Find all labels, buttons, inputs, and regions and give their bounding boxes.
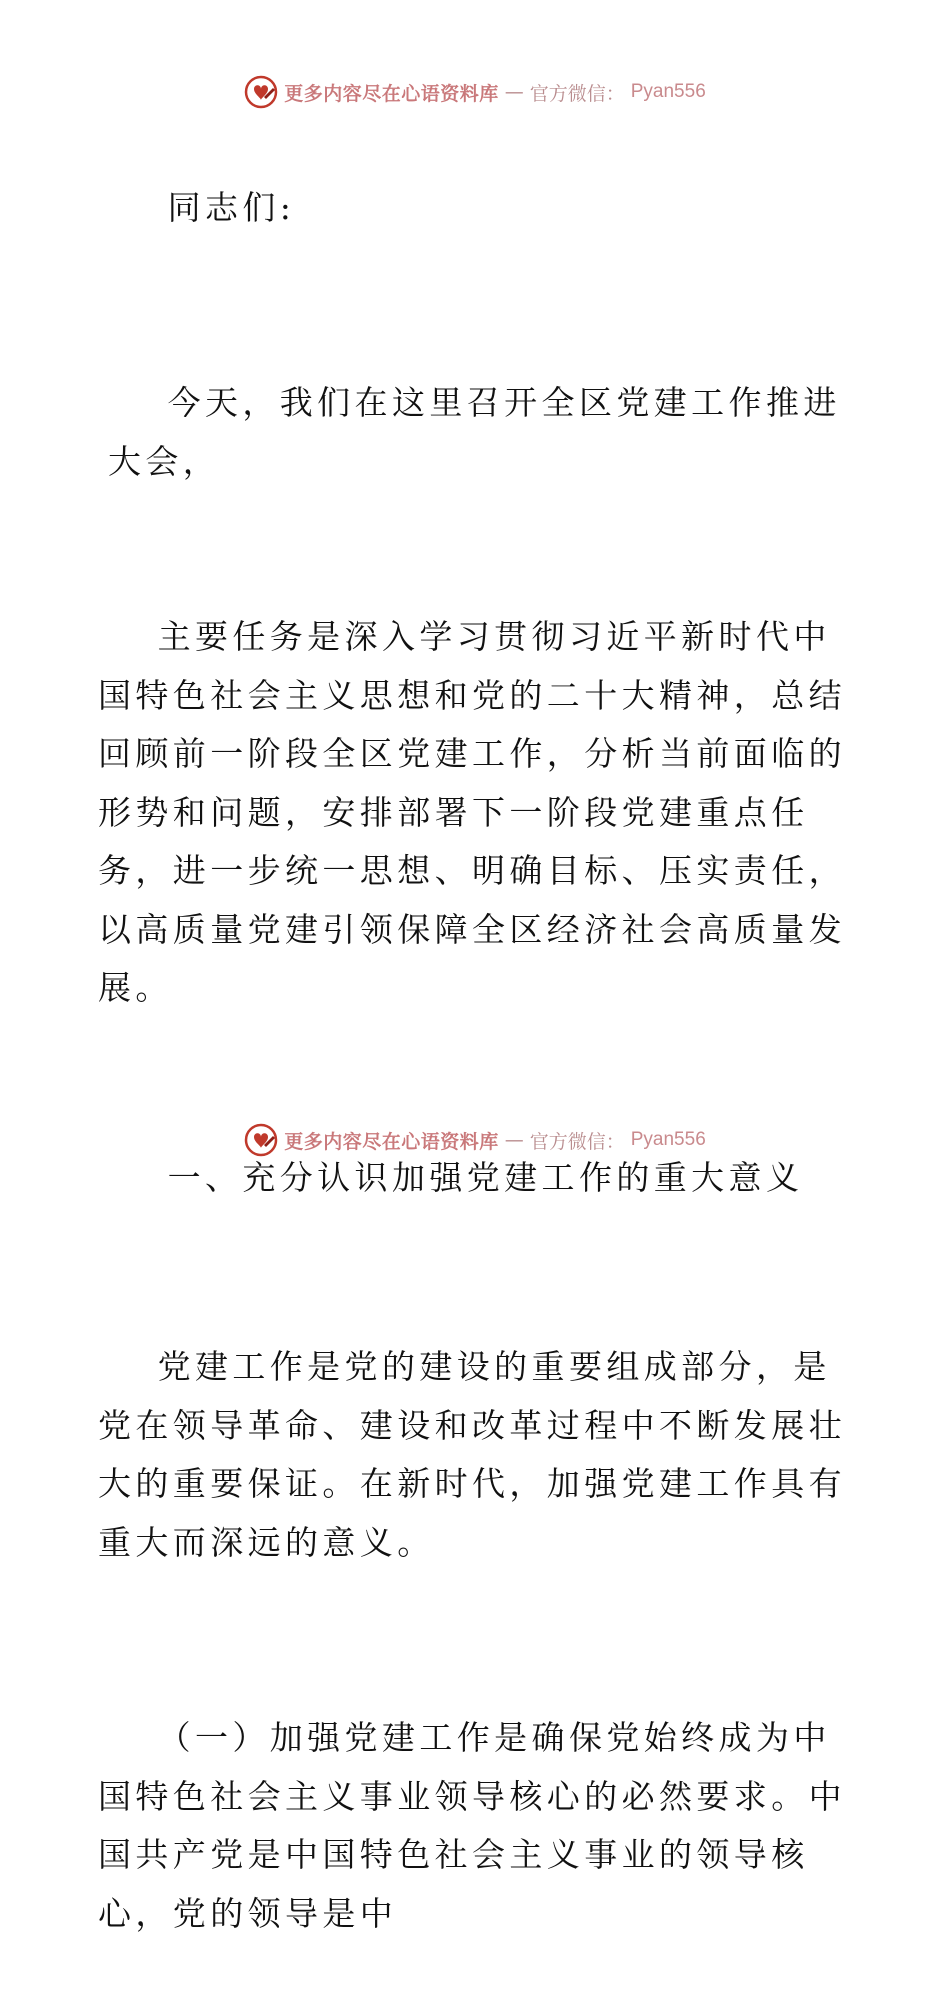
document-body bbox=[98, 120, 858, 2002]
paragraph-text: 党建工作是党的建设的重要组成部分，是党在领导革命、建设和改革过程中不断发展壮大的重要保证。在新时代，加强党建工作具有重大而深远的意义。 bbox=[98, 1347, 846, 1562]
watermark-footer bbox=[0, 1120, 950, 1160]
salutation bbox=[108, 120, 858, 296]
heart-pen-logo-icon bbox=[244, 75, 278, 109]
paragraph-opening-line bbox=[108, 316, 858, 550]
watermark-separator: — bbox=[504, 1129, 524, 1151]
paragraph-text: 今天，我们在这里召开全区党建工作推进大会， bbox=[108, 383, 841, 481]
paragraph-text: 主要任务是深入学习贯彻习近平新时代中国特色社会主义思想和党的二十大精神，总结回顾前一阶段全区党建工作，分析当前面临的形势和问题，安排部署下一阶段党建重点任务，进一步统一思想、明确目标、压实责任，以高质量党建引领保障全区经济社会高质量发展。 bbox=[98, 617, 846, 1007]
paragraph-main-task bbox=[98, 550, 858, 1077]
salutation-text: 同志们: bbox=[167, 187, 296, 227]
watermark-wechat-id: Pyan556 bbox=[630, 1129, 706, 1150]
subsection-1 bbox=[98, 1651, 858, 2002]
watermark-brand: 更多内容尽在心语资料库 bbox=[284, 82, 499, 105]
watermark-header bbox=[0, 72, 950, 112]
heart-pen-logo-icon bbox=[244, 1123, 278, 1157]
paragraph-significance bbox=[98, 1280, 858, 1631]
heading-text: 一、充分认识加强党建工作的重大意义 bbox=[167, 1157, 804, 1197]
watermark-wechat-id: Pyan556 bbox=[630, 81, 706, 102]
watermark-label: 官方微信： bbox=[529, 82, 625, 105]
paragraph-text: （一）加强党建工作是确保党始终成为中国特色社会主义事业领导核心的必然要求。中国共产党是中国特色社会主义事业的领导核心，党的领导是中 bbox=[98, 1718, 846, 1933]
watermark-separator: — bbox=[504, 81, 524, 103]
section-heading-1 bbox=[108, 1090, 858, 1266]
watermark-label: 官方微信： bbox=[529, 1130, 625, 1153]
watermark-brand: 更多内容尽在心语资料库 bbox=[284, 1130, 499, 1153]
